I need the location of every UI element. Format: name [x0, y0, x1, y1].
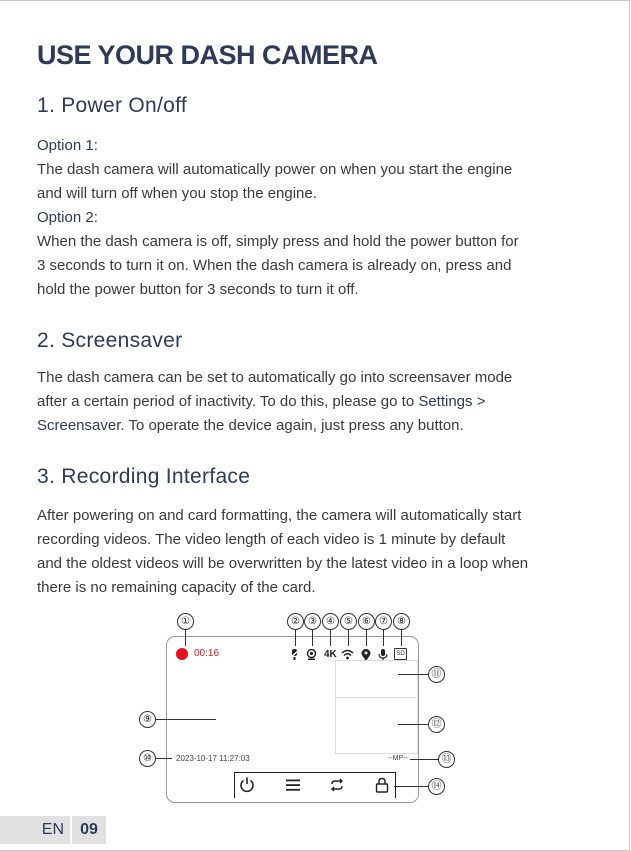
screensaver-line3: [37, 414, 597, 438]
option1-line2: and will turn off when you stop the engine.: [37, 185, 317, 202]
recording-line1: After powering on and card formatting, the camera will automatically start: [37, 507, 522, 524]
callout-1: ①: [177, 613, 194, 630]
option2-label: Option 2:: [37, 209, 98, 226]
callout-2: ②: [287, 613, 304, 630]
preview-panel-divider: [335, 697, 416, 698]
language-tag: EN: [0, 816, 70, 844]
leader-5: [348, 630, 349, 646]
callout-14: ⑭: [428, 778, 445, 795]
sd-card-icon: SD: [394, 648, 407, 660]
mute-mic-icon: [289, 649, 300, 663]
callout-8: ⑧: [393, 613, 410, 630]
section2-body: [37, 366, 597, 438]
callout-12: ⑫: [428, 716, 445, 733]
leader-14: [394, 786, 428, 787]
leader-6: [366, 630, 367, 646]
screen-toolbar: [234, 772, 396, 798]
callout-3: ③: [304, 613, 321, 630]
menu-icon[interactable]: [285, 777, 301, 797]
leader-3: [312, 630, 313, 646]
option2-line1: When the dash camera is off, simply press and hold the power button for: [37, 233, 519, 250]
leader-4: [330, 630, 331, 646]
gt-sign: >: [472, 393, 486, 410]
settings-term: Settings: [418, 393, 473, 410]
callout-9: ⑨: [139, 711, 156, 728]
recording-time: 00:16: [194, 648, 220, 659]
leader-11: [398, 674, 428, 675]
callout-13: ⑬: [438, 751, 455, 768]
loop-icon[interactable]: [329, 777, 345, 797]
callout-6: ⑥: [358, 613, 375, 630]
section-heading-power: 1. Power On/off: [37, 94, 188, 117]
video-timestamp: 2023-10-17 11:27:03: [176, 754, 250, 763]
screensaver-line3-text: . To operate the device again, just press any button.: [120, 417, 464, 434]
4k-icon: 4K: [324, 649, 337, 660]
screensaver-line1: The dash camera can be set to automatically go into screensaver mode: [37, 369, 513, 386]
leader-8: [401, 630, 402, 646]
callout-4: ④: [322, 613, 339, 630]
option1-line1: The dash camera will automatically power on when you start the engine: [37, 161, 513, 178]
leader-13: [410, 759, 438, 760]
section1-body: [37, 134, 597, 302]
page-number: 09: [72, 816, 106, 844]
recording-indicator-icon: [176, 648, 188, 660]
lock-icon[interactable]: [374, 777, 390, 797]
option2-line3: hold the power button for 3 seconds to turn it off.: [37, 281, 359, 298]
recording-line2: recording videos. The video length of each video is 1 minute by default: [37, 531, 506, 548]
leader-10: [156, 758, 172, 759]
callout-7: ⑦: [375, 613, 392, 630]
section-heading-recording: 3. Recording Interface: [37, 465, 251, 488]
power-icon[interactable]: [239, 777, 255, 797]
callout-5: ⑤: [340, 613, 357, 630]
webcam-icon: [306, 649, 317, 663]
section3-body: [37, 504, 597, 600]
leader-9: [156, 719, 216, 720]
screensaver-line2: [37, 390, 597, 414]
megapixel-label: --MP--: [388, 755, 408, 762]
callout-10: ⑩: [139, 750, 156, 767]
leader-1: [185, 630, 186, 646]
page-title: USE YOUR DASH CAMERA: [37, 40, 378, 70]
callout-11: ⑪: [428, 666, 445, 683]
leader-12: [398, 724, 428, 725]
option1-label: Option 1:: [37, 137, 98, 154]
section-heading-screensaver: 2. Screensaver: [37, 329, 183, 352]
leader-2: [295, 630, 296, 646]
screensaver-line2-text: after a certain period of inactivity. To do this, please go to: [37, 393, 419, 410]
option2-line2: 3 seconds to turn it on. When the dash camera is already on, press and: [37, 257, 512, 274]
screensaver-term: Screensaver: [37, 417, 121, 434]
leader-7: [383, 630, 384, 646]
recording-line4: there is no remaining capacity of the card.: [37, 579, 316, 596]
recording-line3: and the oldest videos will be overwritten by the latest video in a loop when: [37, 555, 529, 572]
